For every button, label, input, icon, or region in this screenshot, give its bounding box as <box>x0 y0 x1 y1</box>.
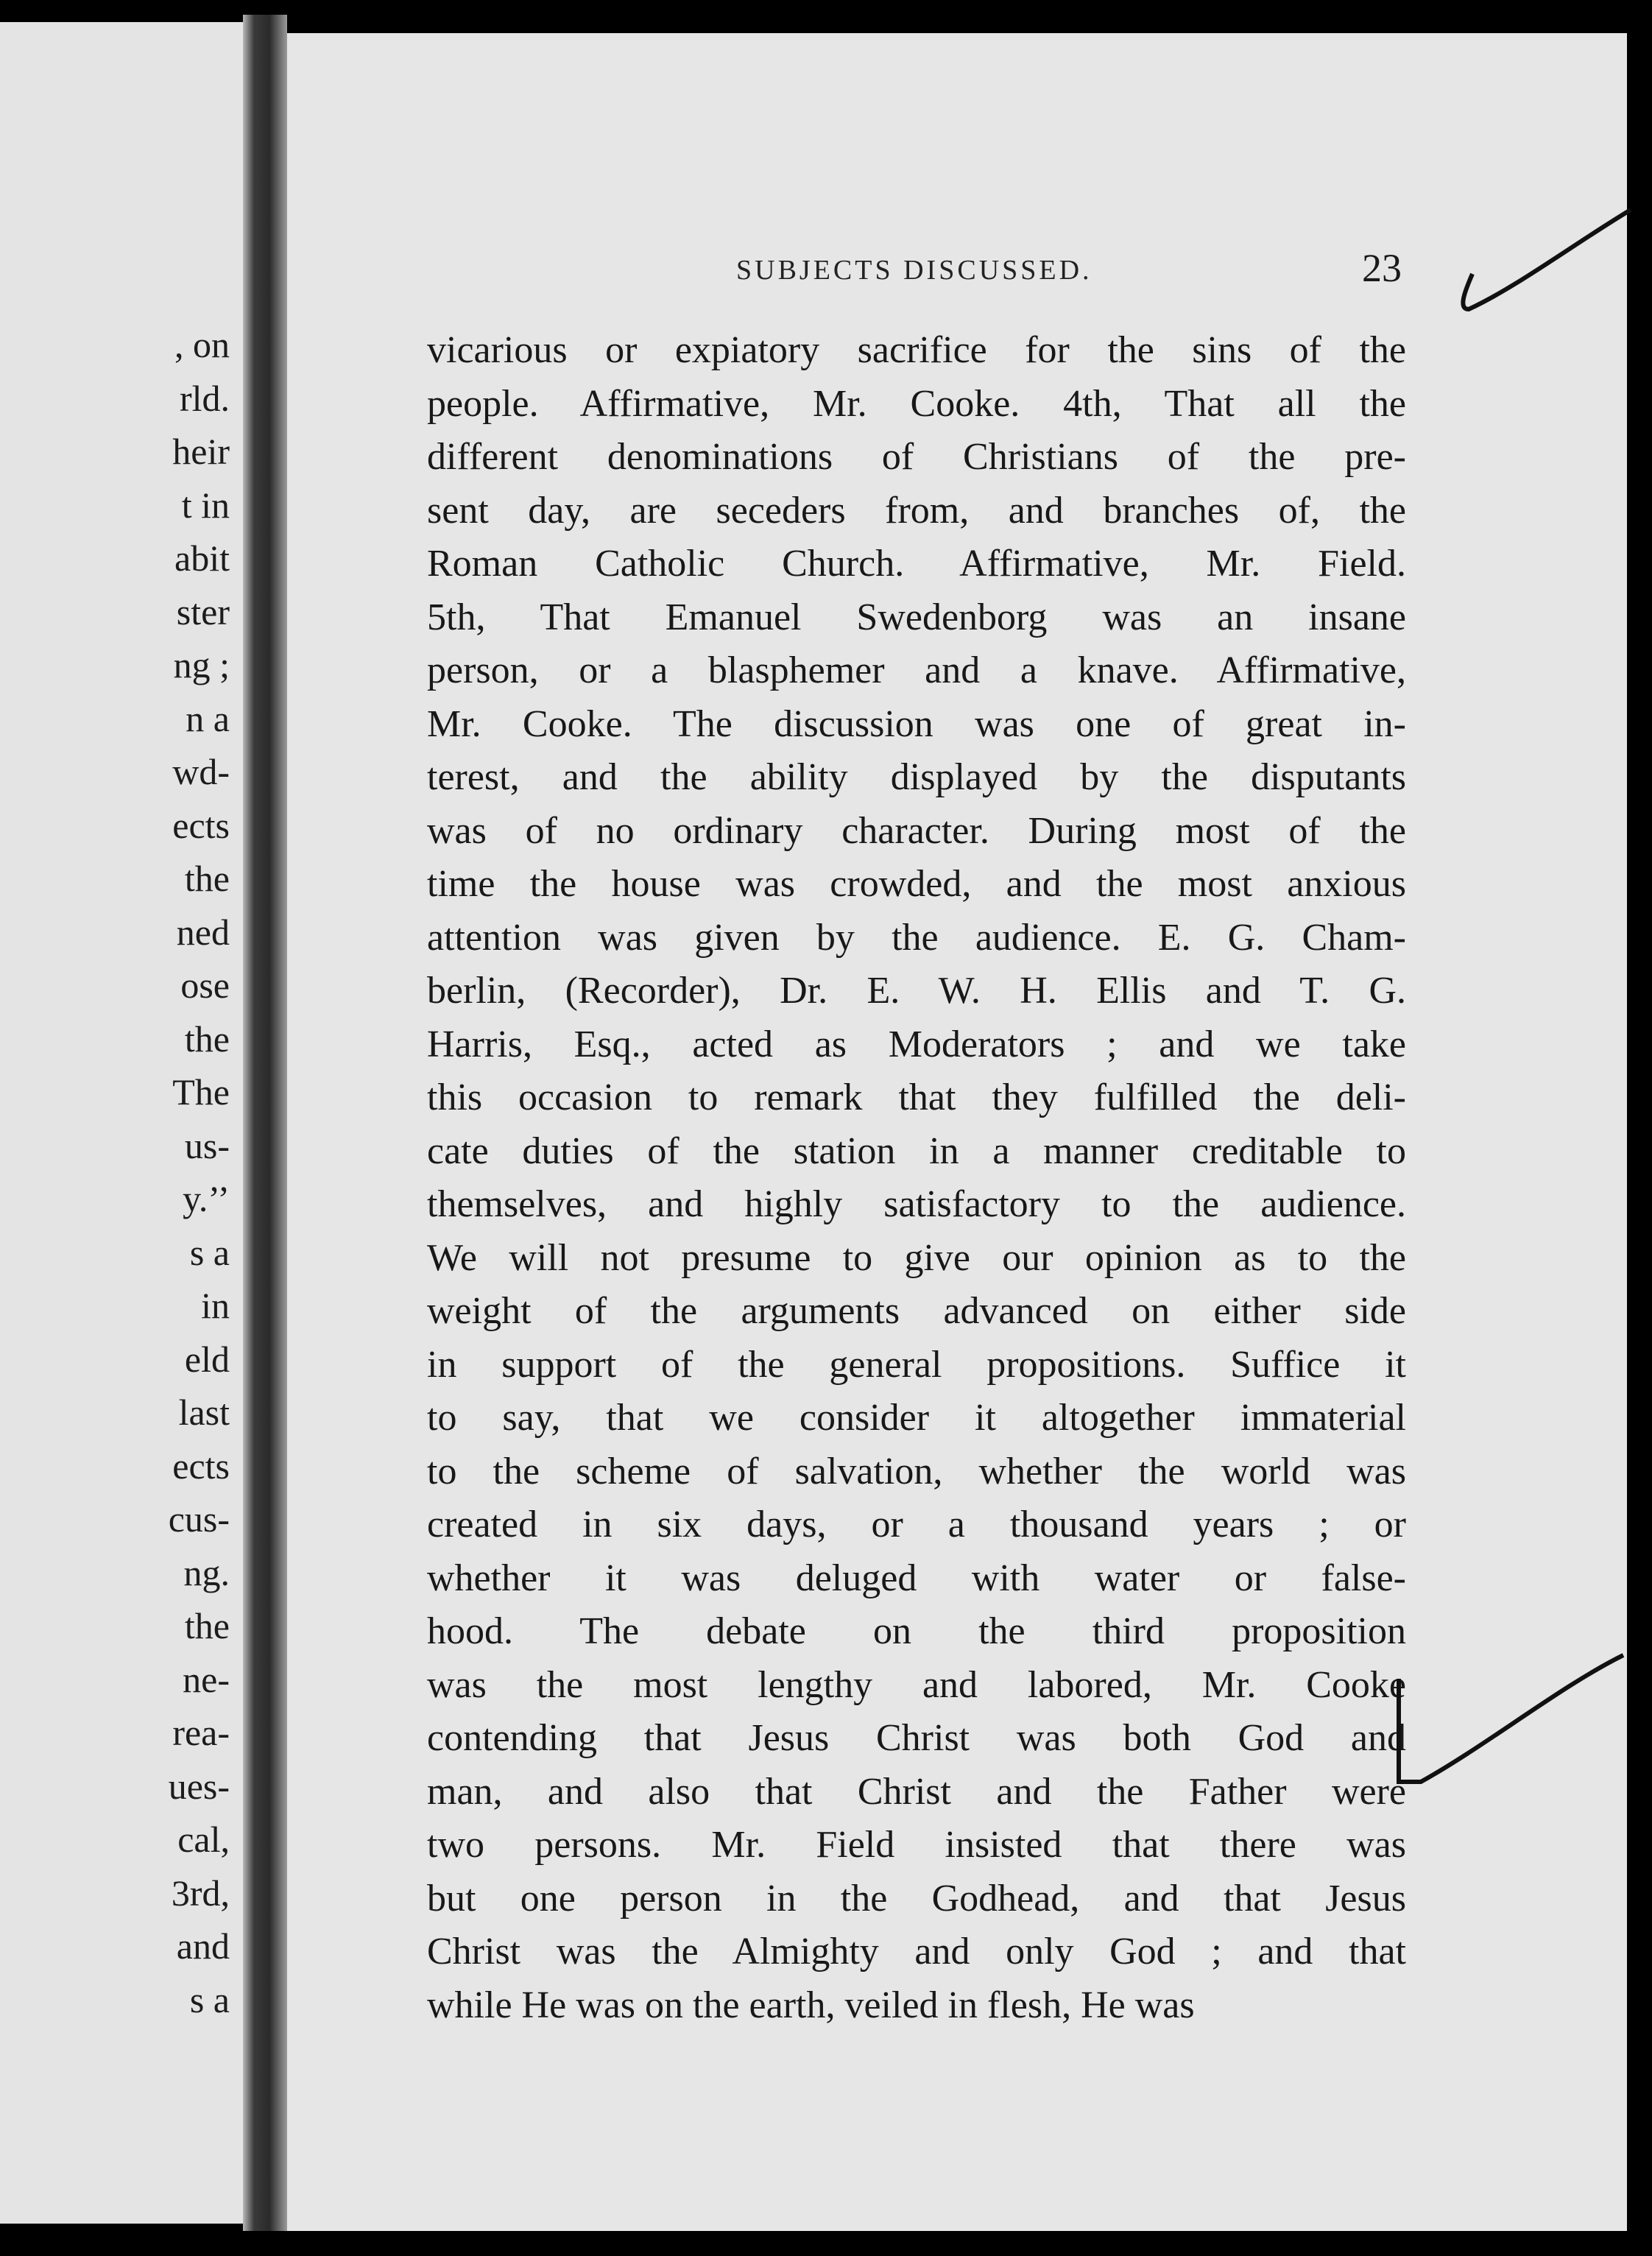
body-text-line: while He was on the earth, veiled in flesh, He was <box>427 1984 1195 2026</box>
left-page-line-fragment: ose <box>180 965 230 1006</box>
body-text-line: Roman Catholic Church. Affirmative, Mr. Field. <box>427 543 1406 585</box>
left-page-line-fragment: the <box>184 858 230 899</box>
left-page <box>0 22 243 2224</box>
left-page-line-fragment: ster <box>176 591 230 632</box>
body-text-line: hood. The debate on the third proposition <box>427 1610 1406 1652</box>
body-text-line: 5th, That Emanuel Swedenborg was an insane <box>427 596 1406 638</box>
body-text-line: person, or a blasphemer and a knave. Affirmative, <box>427 649 1406 691</box>
left-page-line-fragment: , on <box>174 324 230 365</box>
body-text-line: people. Affirmative, Mr. Cooke. 4th, That all the <box>427 382 1406 425</box>
body-text-line: this occasion to remark that they fulfilled the deli- <box>427 1076 1406 1118</box>
left-page-line-fragment: abit <box>174 537 230 579</box>
left-page-line-fragment: ng ; <box>173 644 230 685</box>
left-page-line-fragment: the <box>184 1018 230 1060</box>
left-page-line-fragment: and <box>176 1925 230 1967</box>
left-page-line-fragment: s a <box>189 1231 230 1273</box>
body-text-line: Christ was the Almighty and only God ; and that <box>427 1931 1406 1973</box>
body-text-line: was of no ordinary character. During most of the <box>427 809 1406 852</box>
body-text-line: whether it was deluged with water or false- <box>427 1557 1406 1599</box>
body-text-line: different denominations of Christians of the pre- <box>427 436 1406 478</box>
body-text-line: in support of the general propositions. Suffice it <box>427 1343 1406 1386</box>
left-page-line-fragment: rld. <box>179 377 230 419</box>
running-header: SUBJECTS DISCUSSED. <box>736 255 1092 286</box>
body-text-line: but one person in the Godhead, and that Jesus <box>427 1877 1406 1920</box>
left-page-line-fragment: 3rd, <box>171 1872 230 1914</box>
left-page-line-fragment: s a <box>189 1978 230 2020</box>
body-text-line: two persons. Mr. Field insisted that there was <box>427 1824 1406 1866</box>
left-page-line-fragment: y.’’ <box>183 1178 230 1219</box>
left-page-line-fragment: ned <box>176 911 230 953</box>
left-page-line-fragment: last <box>178 1392 230 1433</box>
body-text-line: was the most lengthy and labored, Mr. Cooke <box>427 1663 1406 1706</box>
body-text-line: terest, and the ability displayed by the disputants <box>427 756 1406 798</box>
body-text-line: We will not presume to give our opinion as to the <box>427 1236 1406 1279</box>
left-page-line-fragment: rea- <box>172 1712 230 1753</box>
left-page-line-fragment: in <box>201 1285 230 1326</box>
left-page-line-fragment: cus- <box>168 1498 230 1540</box>
body-text-line: themselves, and highly satisfactory to the audience. <box>427 1183 1406 1225</box>
left-page-line-fragment: ues- <box>168 1765 230 1807</box>
body-text-line: time the house was crowded, and the most anxious <box>427 863 1406 905</box>
body-text-line: contending that Jesus Christ was both God and <box>427 1717 1406 1759</box>
body-text-line: weight of the arguments advanced on either side <box>427 1290 1406 1332</box>
body-text-line: created in six days, or a thousand years ; or <box>427 1504 1406 1545</box>
body-text-line: Mr. Cooke. The discussion was one of great in- <box>427 702 1406 745</box>
body-text-line: cate duties of the station in a manner creditable to <box>427 1129 1406 1172</box>
right-page <box>287 33 1627 2231</box>
left-page-line-fragment: heir <box>172 431 230 472</box>
body-text-line: Harris, Esq., acted as Moderators ; and we take <box>427 1023 1406 1065</box>
left-page-line-fragment: ects <box>172 804 230 846</box>
left-page-line-fragment: wd- <box>172 751 230 792</box>
left-page-line-fragment: ects <box>172 1445 230 1487</box>
left-page-line-fragment: t in <box>181 484 230 526</box>
left-page-line-fragment: the <box>184 1605 230 1646</box>
left-page-line-fragment: n a <box>186 697 230 739</box>
left-page-line-fragment: ng. <box>183 1551 230 1593</box>
body-text-line: to the scheme of salvation, whether the world was <box>427 1450 1406 1492</box>
left-page-line-fragment: cal, <box>177 1819 230 1860</box>
page-number: 23 <box>1362 246 1402 290</box>
left-page-line-fragment: eld <box>184 1338 230 1380</box>
body-text-line: attention was given by the audience. E. G. Cham- <box>427 916 1406 959</box>
left-page-line-fragment: us- <box>184 1124 230 1166</box>
body-text-line: vicarious or expiatory sacrifice for the sins of the <box>427 329 1406 371</box>
left-page-line-fragment: The <box>172 1071 230 1113</box>
body-text-line: berlin, (Recorder), Dr. E. W. H. Ellis and T. G. <box>427 970 1406 1012</box>
body-text-line: sent day, are seceders from, and branches of, the <box>427 489 1406 532</box>
book-gutter <box>243 15 287 2231</box>
left-page-line-fragment: ne- <box>183 1658 230 1700</box>
body-text-line: man, and also that Christ and the Father were <box>427 1770 1406 1813</box>
body-text-line: to say, that we consider it altogether immaterial <box>427 1397 1406 1439</box>
